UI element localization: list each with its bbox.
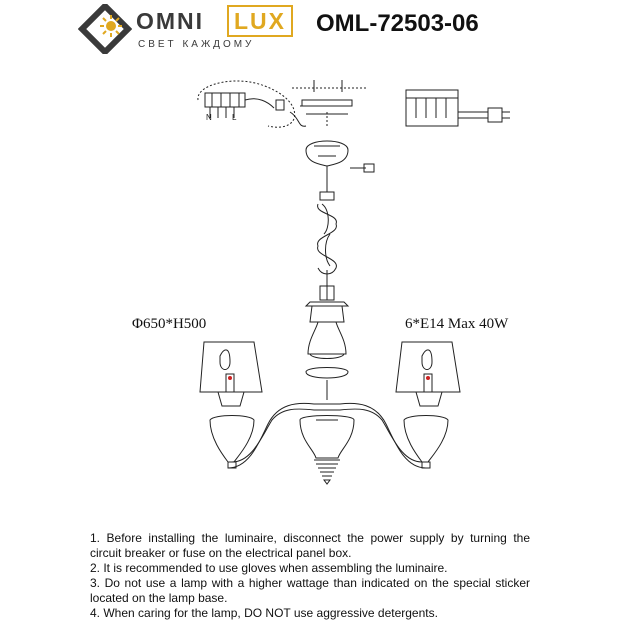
canopy [306,141,374,172]
bulb-spec-label: 6*E14 Max 40W [405,316,509,332]
left-lamp [200,342,262,468]
ceiling-bracket [292,80,368,128]
dimensions-label: Φ650*H500 [132,316,207,332]
wiring-terminal-diagram [198,81,306,127]
wiring-label-line: L [232,113,237,122]
instruction-line: 2. It is recommended to use gloves when assembling the luminaire. [90,561,448,575]
instruction-line: 4. When caring for the lamp, DO NOT use aggressive detergents. [90,606,438,620]
central-body [306,302,348,400]
safety-instructions [90,531,530,621]
instruction-line: 1. Before installing the luminaire, disconnect the power supply by turning the [90,531,530,545]
model-number: OML-72503-06 [316,10,479,37]
terminal-block [406,90,510,126]
instruction-line: circuit breaker or fuse on the electrical panel box. [90,546,352,560]
brand-name-lux: LUX [227,5,293,37]
wiring-label-neutral: N [206,113,212,122]
instruction-line: 3. Do not use a lamp with a higher wattage than indicated on the special sticker [90,576,530,590]
chain-rod [318,166,337,300]
brand-name-omni: OMNI [136,8,205,34]
central-bowl [300,416,354,485]
right-lamp [396,342,460,468]
instruction-line: located on the lamp base. [90,591,228,605]
brand-tagline: СВЕТ КАЖДОМУ [138,39,255,50]
